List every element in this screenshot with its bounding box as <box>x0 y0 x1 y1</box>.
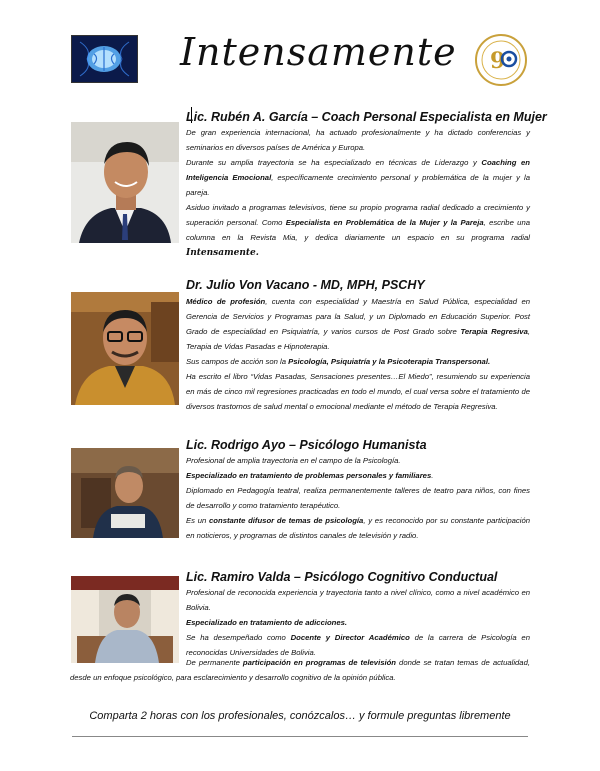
text-highlight: Coaching en Inteligencia Emocional <box>186 158 531 182</box>
text-segment: Es un <box>186 516 210 525</box>
text-segment: , y es reconocido por su constante participación en noticieros, y programas de distintos canales de televisión y radio. <box>186 516 531 540</box>
text-highlight: Especializado en tratamiento de adicciones. <box>186 618 348 627</box>
text-highlight: Docente y Director Académico <box>290 633 410 642</box>
profile-text-ramiro-valda <box>186 585 530 660</box>
text-segment: donde se tratan temas de actualidad, desde un enfoque psicológico, para esclarecimiento y desarrollo cognitivo de la opinión pública. <box>70 658 530 682</box>
svg-text:9: 9 <box>490 48 506 74</box>
text-segment: , específicamente crecimiento personal y problemática de la mujer y la pareja. <box>186 173 530 197</box>
photo-julio-von-vacano <box>71 292 179 405</box>
profile-heading-ruben-garcia: Lic. Rubén A. García – Coach Personal Especialista en Mujer <box>186 110 547 124</box>
text-highlight: participación en programas de televisión <box>242 658 397 667</box>
profile-text-ruben-garcia <box>186 125 530 261</box>
rotary-club-anniversary-badge <box>472 33 530 88</box>
text-highlight: Terapia Regresiva <box>460 327 528 336</box>
photo-rodrigo-ayo <box>71 448 179 538</box>
profile-heading-rodrigo-ayo: Lic. Rodrigo Ayo – Psicólogo Humanista <box>186 438 427 452</box>
text-segment: Sus campos de acción son la <box>186 357 289 366</box>
program-name-inline: Intensamente. <box>186 248 259 258</box>
profile-text-julio-von-vacano <box>186 294 530 414</box>
text-segment: . <box>431 471 434 480</box>
text-segment: Ha escrito el libro “Vidas Pasadas, Sensaciones presentes…El Miedo”, resumiendo su experiencia en más de cinco mil regresiones practicadas en todo el mundo, el cual versa sobre el tratamiento de diversos trastornos de salud mental o emocional mediante el método de Terapia Regresiva. <box>186 372 530 411</box>
photo-ramiro-valda <box>71 576 179 663</box>
text-segment: , cuenta con especialidad y Maestría en Salud Pública, especialidad en Gerencia de Servicios y Programas para la Salud, y un Diplomado en Educación Superior. Post Grado de especialidad en Psiquiatría, y varios cursos de Post Grado sobre <box>186 297 531 336</box>
text-segment: , Terapia de Vidas Pasadas e Hipnoterapia. <box>186 327 530 351</box>
text-highlight: Médico de profesión <box>186 297 266 306</box>
profile-text-ramiro-valda-continued <box>70 655 530 685</box>
text-segment: Se ha desempeñado como <box>186 633 291 642</box>
footer-divider <box>72 736 528 737</box>
text-highlight: Psicología, Psiquiatría y la Psicoterapia Transpersonal. <box>288 357 491 366</box>
text-highlight: Especializado en tratamiento de problemas personales y familiares <box>186 471 432 480</box>
photo-ruben-garcia <box>71 122 179 243</box>
brain-logo <box>71 35 138 83</box>
text-segment: Profesional de reconocida experiencia y trayectoria tanto a nivel clínico, como a nivel académico en Bolivia. <box>186 588 530 612</box>
text-segment: Asiduo invitado a programas televisivos, tiene su propio programa radial dedicado a crecimiento y superación personal. Como <box>186 203 530 227</box>
profile-heading-ramiro-valda: Lic. Ramiro Valda – Psicólogo Cognitivo Conductual <box>186 570 498 584</box>
text-segment: de la carrera de Psicología en reconocidas Universidades de Bolivia. <box>186 633 530 657</box>
text-segment: De gran experiencia internacional, ha actuado profesionalmente y ha dictado conferencias y seminarios en diversos países de América y Europa. <box>186 128 530 152</box>
text-segment: De permanente <box>186 658 243 667</box>
text-highlight: Especialista en Problemática de la Mujer y la Pareja <box>285 218 484 227</box>
profile-heading-julio-von-vacano: Dr. Julio Von Vacano - MD, MPH, PSCHY <box>186 278 425 292</box>
program-title: Intensamente <box>180 30 457 74</box>
text-segment: Profesional de amplia trayectoria en el campo de la Psicología. <box>186 456 401 465</box>
text-segment: Diplomado en Pedagogía teatral, realiza permanentemente talleres de teatro para niños, con fines de desarrollo y como tratamiento terapéutico. <box>186 486 530 510</box>
text-segment: , escribe una columna en la Revista Mia, y dedica diariamente un espacio en su programa radial <box>186 218 530 242</box>
text-highlight: constante difusor de temas de psicología <box>209 516 364 525</box>
profile-text-rodrigo-ayo <box>186 453 530 543</box>
footer-invitation: Comparta 2 horas con los profesionales, conózcalos… y formule preguntas libremente <box>89 710 511 722</box>
text-segment: Durante su amplia trayectoria se ha especializado en técnicas de Liderazgo y <box>186 158 482 167</box>
